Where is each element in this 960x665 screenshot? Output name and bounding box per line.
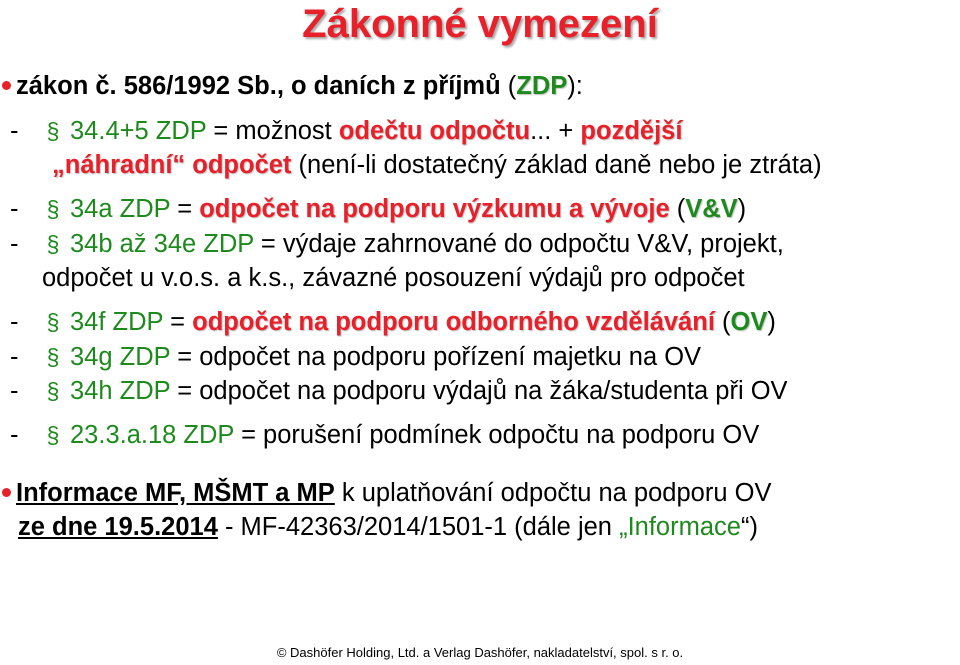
section-sign-icon: § [46,344,60,370]
law-reference: 34f ZDP [70,308,164,336]
information-date: ze dne 19.5.2014 [18,513,218,541]
list-item-continuation: „náhradní“ odpočet (není-li dostatečný základ daně nebo je ztráta) [52,151,822,179]
section-sign-icon: § [46,118,60,144]
law-reference: 34g ZDP [70,343,171,371]
section-sign-icon: § [46,309,60,335]
bullet-information-continuation: ze dne 19.5.2014 - MF-42363/2014/1501-1 (dále jen „Informace“) [18,513,758,541]
list-item: - § 34.4+5 ZDP = možnost odečtu odpočtu... + pozdější [10,117,683,145]
list-item: - § 23.3.a.18 ZDP = porušení podmínek odpočtu na podporu OV [10,421,760,449]
law-reference: 34b až 34e ZDP [70,230,254,258]
section-sign-icon: § [46,422,60,448]
bullet-information: Informace MF, MŠMT a MP k uplatňování odpočtu na podporu OV [0,477,771,509]
footer-copyright: © Dashöfer Holding, Ltd. a Verlag Dashöfer, nakladatelství, spol. s r. o. [276,645,684,660]
list-item: - § 34b až 34e ZDP = výdaje zahrnované do odpočtu V&V, projekt, [10,230,784,258]
slide-title: Zákonné vymezení [302,2,658,46]
section-sign-icon: § [46,231,60,257]
list-item: - § 34a ZDP = odpočet na podporu výzkumu a vývoje (V&V) [10,195,747,223]
section-sign-icon: § [46,196,60,222]
information-title: Informace MF, MŠMT a MP [16,479,335,507]
list-item-continuation: odpočet u v.o.s. a k.s., závazné posouzení výdajů pro odpočet [42,264,745,292]
list-item: - § 34g ZDP = odpočet na podporu pořízení majetku na OV [10,343,702,371]
law-reference: 34.4+5 ZDP [70,117,207,145]
red-bullet-icon [2,488,11,497]
information-short-name: Informace [627,513,741,541]
section-sign-icon: § [46,378,60,404]
law-abbr: ZDP [516,72,568,100]
bullet-law: zákon č. 586/1992 Sb., o daních z příjmů (ZDP): [0,70,583,102]
law-reference: 34a ZDP [70,195,171,223]
law-reference: 34h ZDP [70,377,171,405]
law-reference: 23.3.a.18 ZDP [70,421,234,449]
red-bullet-icon [2,81,11,90]
list-item: - § 34h ZDP = odpočet na podporu výdajů na žáka/studenta při OV [10,377,788,405]
list-item: - § 34f ZDP = odpočet na podporu odborného vzdělávání (OV) [10,308,776,336]
law-name: zákon č. 586/1992 Sb., o daních z příjmů [16,72,501,100]
